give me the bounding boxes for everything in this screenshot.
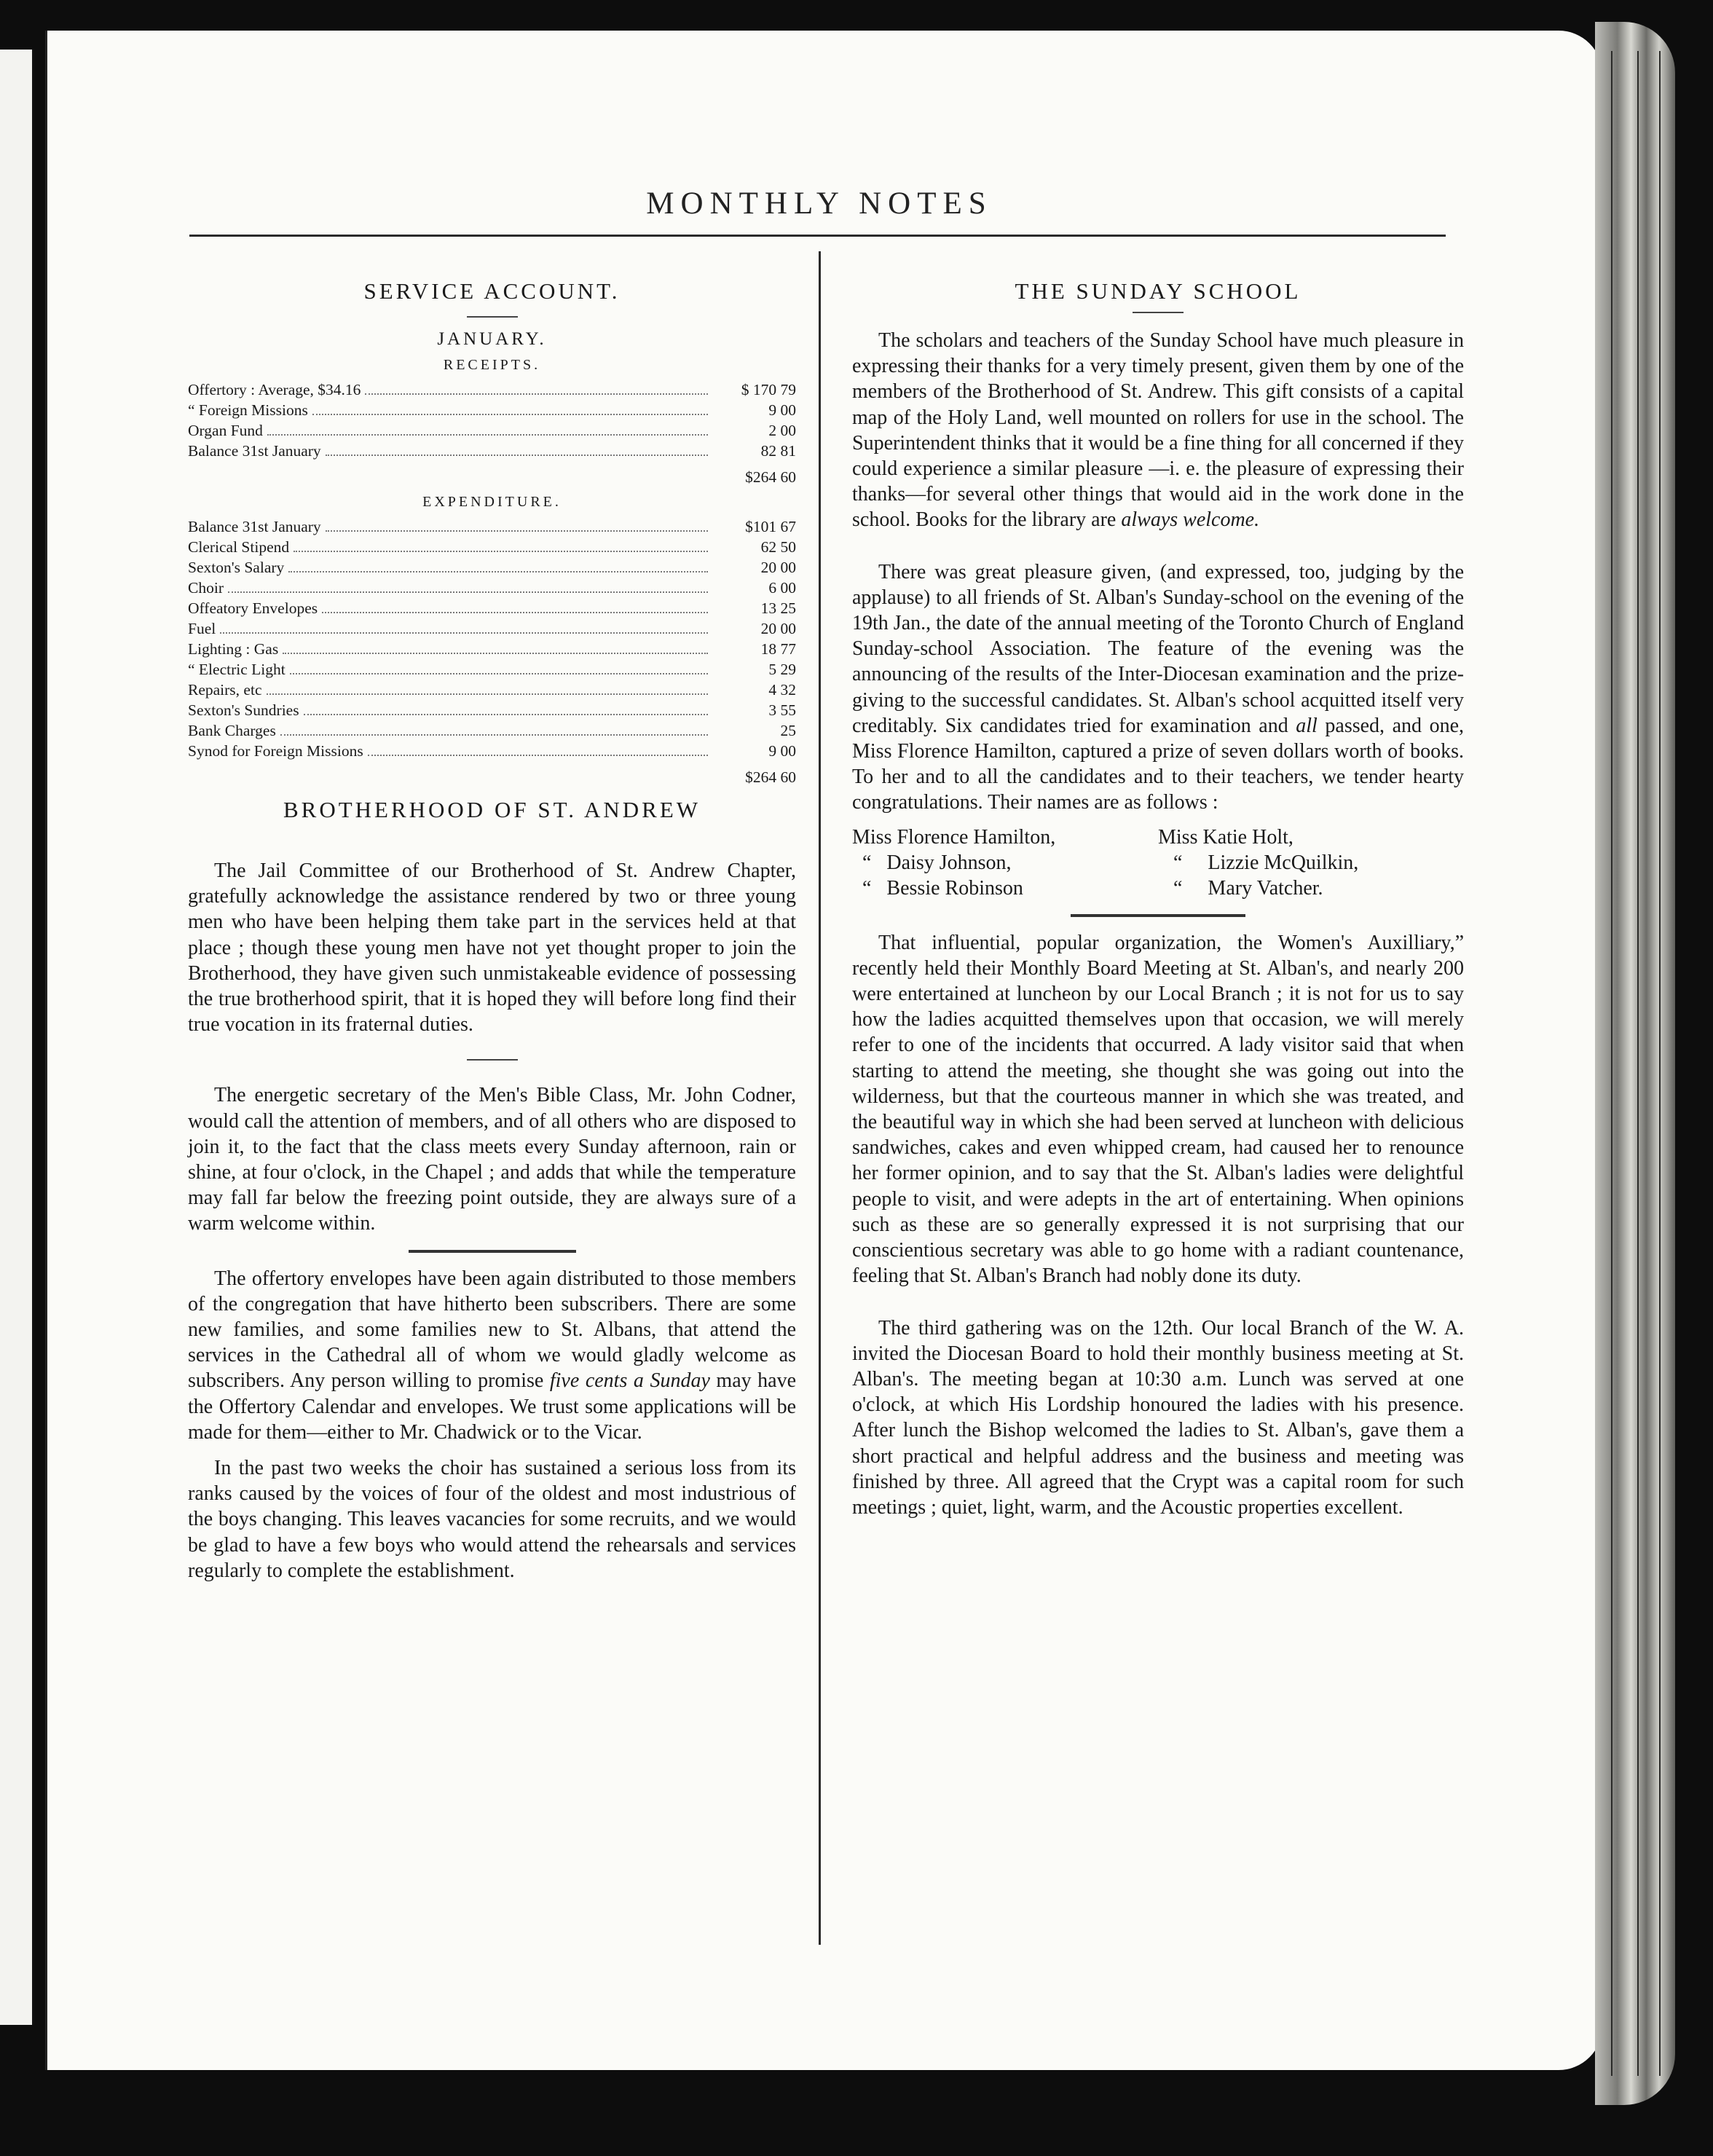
account-row: Clerical Stipend 62 50 — [188, 538, 796, 556]
account-row: Sexton's Salary 20 00 — [188, 559, 796, 576]
article-paragraph: The Jail Committee of our Brotherhood of St. Andrew Chapter, gratefully acknowledge the assistance rendered by two or three young men who have been helping them take part in the services held at that place ; though these young men have not yet thought proper to join the Brotherhood, they have given such unmistakeable evidence of possessing the true brotherhood spirit, that it is hoped they will before long find their true vocation in its fraternal duties. — [188, 859, 796, 1036]
article-paragraph: The energetic secretary of the Men's Bible Class, Mr. John Codner, would call the attention of members, and of all others who are disposed to join it, to the fact that the class meets every Sunday afternoon, rain or shine, at four o'clock, in the Chapel ; and adds that while the temperature may fall far below the freezing point outside, they are always sure of a warm welcome within. — [188, 1084, 796, 1235]
account-row: Offeatory Envelopes 13 25 — [188, 599, 796, 617]
spine-edge-line — [1611, 51, 1612, 2076]
section-rule — [467, 316, 518, 318]
spine-edge-line — [1659, 51, 1661, 2076]
name-row: “ Daisy Johnson, “ Lizzie McQuilkin, — [852, 851, 1359, 874]
account-row: Synod for Foreign Missions 9 00 — [188, 742, 796, 760]
article-paragraph: There was great pleasure given, (and expressed, too, judging by the applause) to all friends of St. Alban's Sunday-school on the evening of the 19th Jan., the date of the annual meeting of the Toronto Church of England Sunday-school Association. The feature of the evening was the announcing of the results of the Inter-Diocesan examination and the prize-giving to the successful candidates. St. Alban's school acquitted itself very creditably. Six candidates tried for examination and all passed, and one, Miss Florence Hamilton, captured a prize of seven dollars worth of books. To her and to all the candidates and to their teachers, we tender hearty congratulations. Their names are as follows : — [852, 560, 1464, 814]
previous-page-edge — [0, 50, 34, 2025]
account-row: “ Foreign Missions 9 00 — [188, 401, 796, 419]
article-paragraph: The scholars and teachers of the Sunday School have much pleasure in expressing their thanks for a very timely present, given them by one of the members of the Brotherhood of St. Andrew. This gift consists of a capital map of the Holy Land, well mounted on rollers for use in the school. The Superintendent thinks that it would be a fine thing for all concerned if they could experience a similar pleasure —i. e. the pleasure of expressing their thanks—for several other things that would aid in the work done in the school. Books for the library are always welcome. — [852, 329, 1464, 532]
page-title: MONTHLY NOTES — [646, 186, 993, 221]
brotherhood-heading: BROTHERHOOD OF ST. ANDREW — [283, 797, 701, 822]
column-divider — [819, 251, 821, 1945]
section-rule — [467, 1059, 518, 1061]
receipts-total: $264 60 — [745, 468, 796, 486]
section-rule — [1071, 914, 1245, 917]
emphasis-text: five cents a Sunday — [549, 1369, 710, 1393]
account-row: Fuel 20 00 — [188, 620, 796, 637]
left-column — [188, 270, 796, 1583]
month-heading: JANUARY. — [437, 329, 547, 349]
receipts-list — [188, 379, 796, 461]
account-row: Lighting : Gas 18 77 — [188, 640, 796, 658]
name-row: “ Bessie Robinson “ Mary Vatcher. — [852, 876, 1323, 900]
expenditure-heading: EXPENDITURE. — [422, 494, 562, 510]
account-row: Offertory : Average, $34.16 $ 170 79 — [188, 381, 796, 398]
title-rule — [189, 235, 1446, 237]
account-row: Bank Charges 25 — [188, 722, 796, 739]
account-row: Balance 31st January 82 81 — [188, 442, 796, 460]
expenditure-list — [188, 516, 796, 761]
account-row: Organ Fund 2 00 — [188, 422, 796, 439]
section-rule — [1133, 312, 1184, 313]
service-account-heading: SERVICE ACCOUNT. — [363, 278, 621, 304]
article-paragraph: In the past two weeks the choir has sustained a serious loss from its ranks caused by the voices of four of the oldest and most industrious of the boys changing. This leaves vacancies for some recruits, and we would be glad to have a few boys who would attend the rehearsals and services regularly to complete the establishment. — [188, 1457, 796, 1582]
name-row: Miss Florence Hamilton, Miss Katie Holt, — [852, 825, 1293, 849]
article-paragraph: That influential, popular organization, the Women's Auxilliary,” recently held their Monthly Board Meeting at St. Alban's, and nearly 200 were entertained at luncheon by our Local Branch ; it is not for us to say how the ladies acquitted themselves upon that occasion, we will merely refer to one of the incidents that occurred. A lady visitor said that when starting to attend the meeting, she thought she was going out into the wilderness, but that the courteous manner in which she was treated, and the beautiful way in which she had been served at luncheon with delicious sandwiches, cakes and even whipped cream, had caused her to renounce her former opinion, and to say that the St. Alban's ladies were delightful people to visit, and were adepts in the art of entertaining. When opinions such as these are so generally expressed it is not surprising that our conscientious secretary was able to go home with a radiant countenance, feeling that St. Alban's Branch had nobly done its duty. — [852, 931, 1464, 1288]
spine-edge-line — [1637, 51, 1639, 2076]
account-row: Sexton's Sundries 3 55 — [188, 701, 796, 719]
book-spine — [1595, 22, 1675, 2105]
account-row: “ Electric Light 5 29 — [188, 661, 796, 678]
expenditure-total: $264 60 — [745, 768, 796, 786]
receipts-heading: RECEIPTS. — [443, 357, 541, 373]
account-row: Repairs, etc 4 32 — [188, 681, 796, 699]
article-paragraph: The offertory envelopes have been again distributed to those members of the congregation that have hitherto been subscribers. There are some new families, and some families new to St. Albans, that attend the services in the Cathedral all of whom we would gladly welcome as subscribers. Any person willing to promise five cents a Sunday may have the Offertory Calendar and envelopes. We trust some applications will be made for them—either to Mr. Chadwick or to the Vicar. — [188, 1267, 797, 1444]
sunday-school-heading: THE SUNDAY SCHOOL — [1015, 278, 1302, 304]
account-row: Balance 31st January $101 67 — [188, 518, 796, 535]
emphasis-text: always welcome. — [1121, 508, 1260, 532]
article-paragraph: The third gathering was on the 12th. Our local Branch of the W. A. invited the Diocesan Board to hold their monthly business meeting at St. Alban's. The meeting began at 10:30 a.m. Lunch was served at one o'clock, at which His Lordship honoured the ladies with his presence. After lunch the Bishop welcomed the ladies to St. Alban's, gave them a short practical and helpful address and the business and meeting was finished by three. All agreed that the Crypt was a capital room for such meetings ; quiet, light, warm, and the Acoustic properties excellent. — [852, 1316, 1464, 1519]
account-row: Choir 6 00 — [188, 579, 796, 597]
candidate-names — [852, 825, 1464, 901]
emphasis-text: all — [1296, 714, 1318, 737]
right-column — [852, 270, 1464, 1520]
section-rule — [409, 1250, 576, 1253]
